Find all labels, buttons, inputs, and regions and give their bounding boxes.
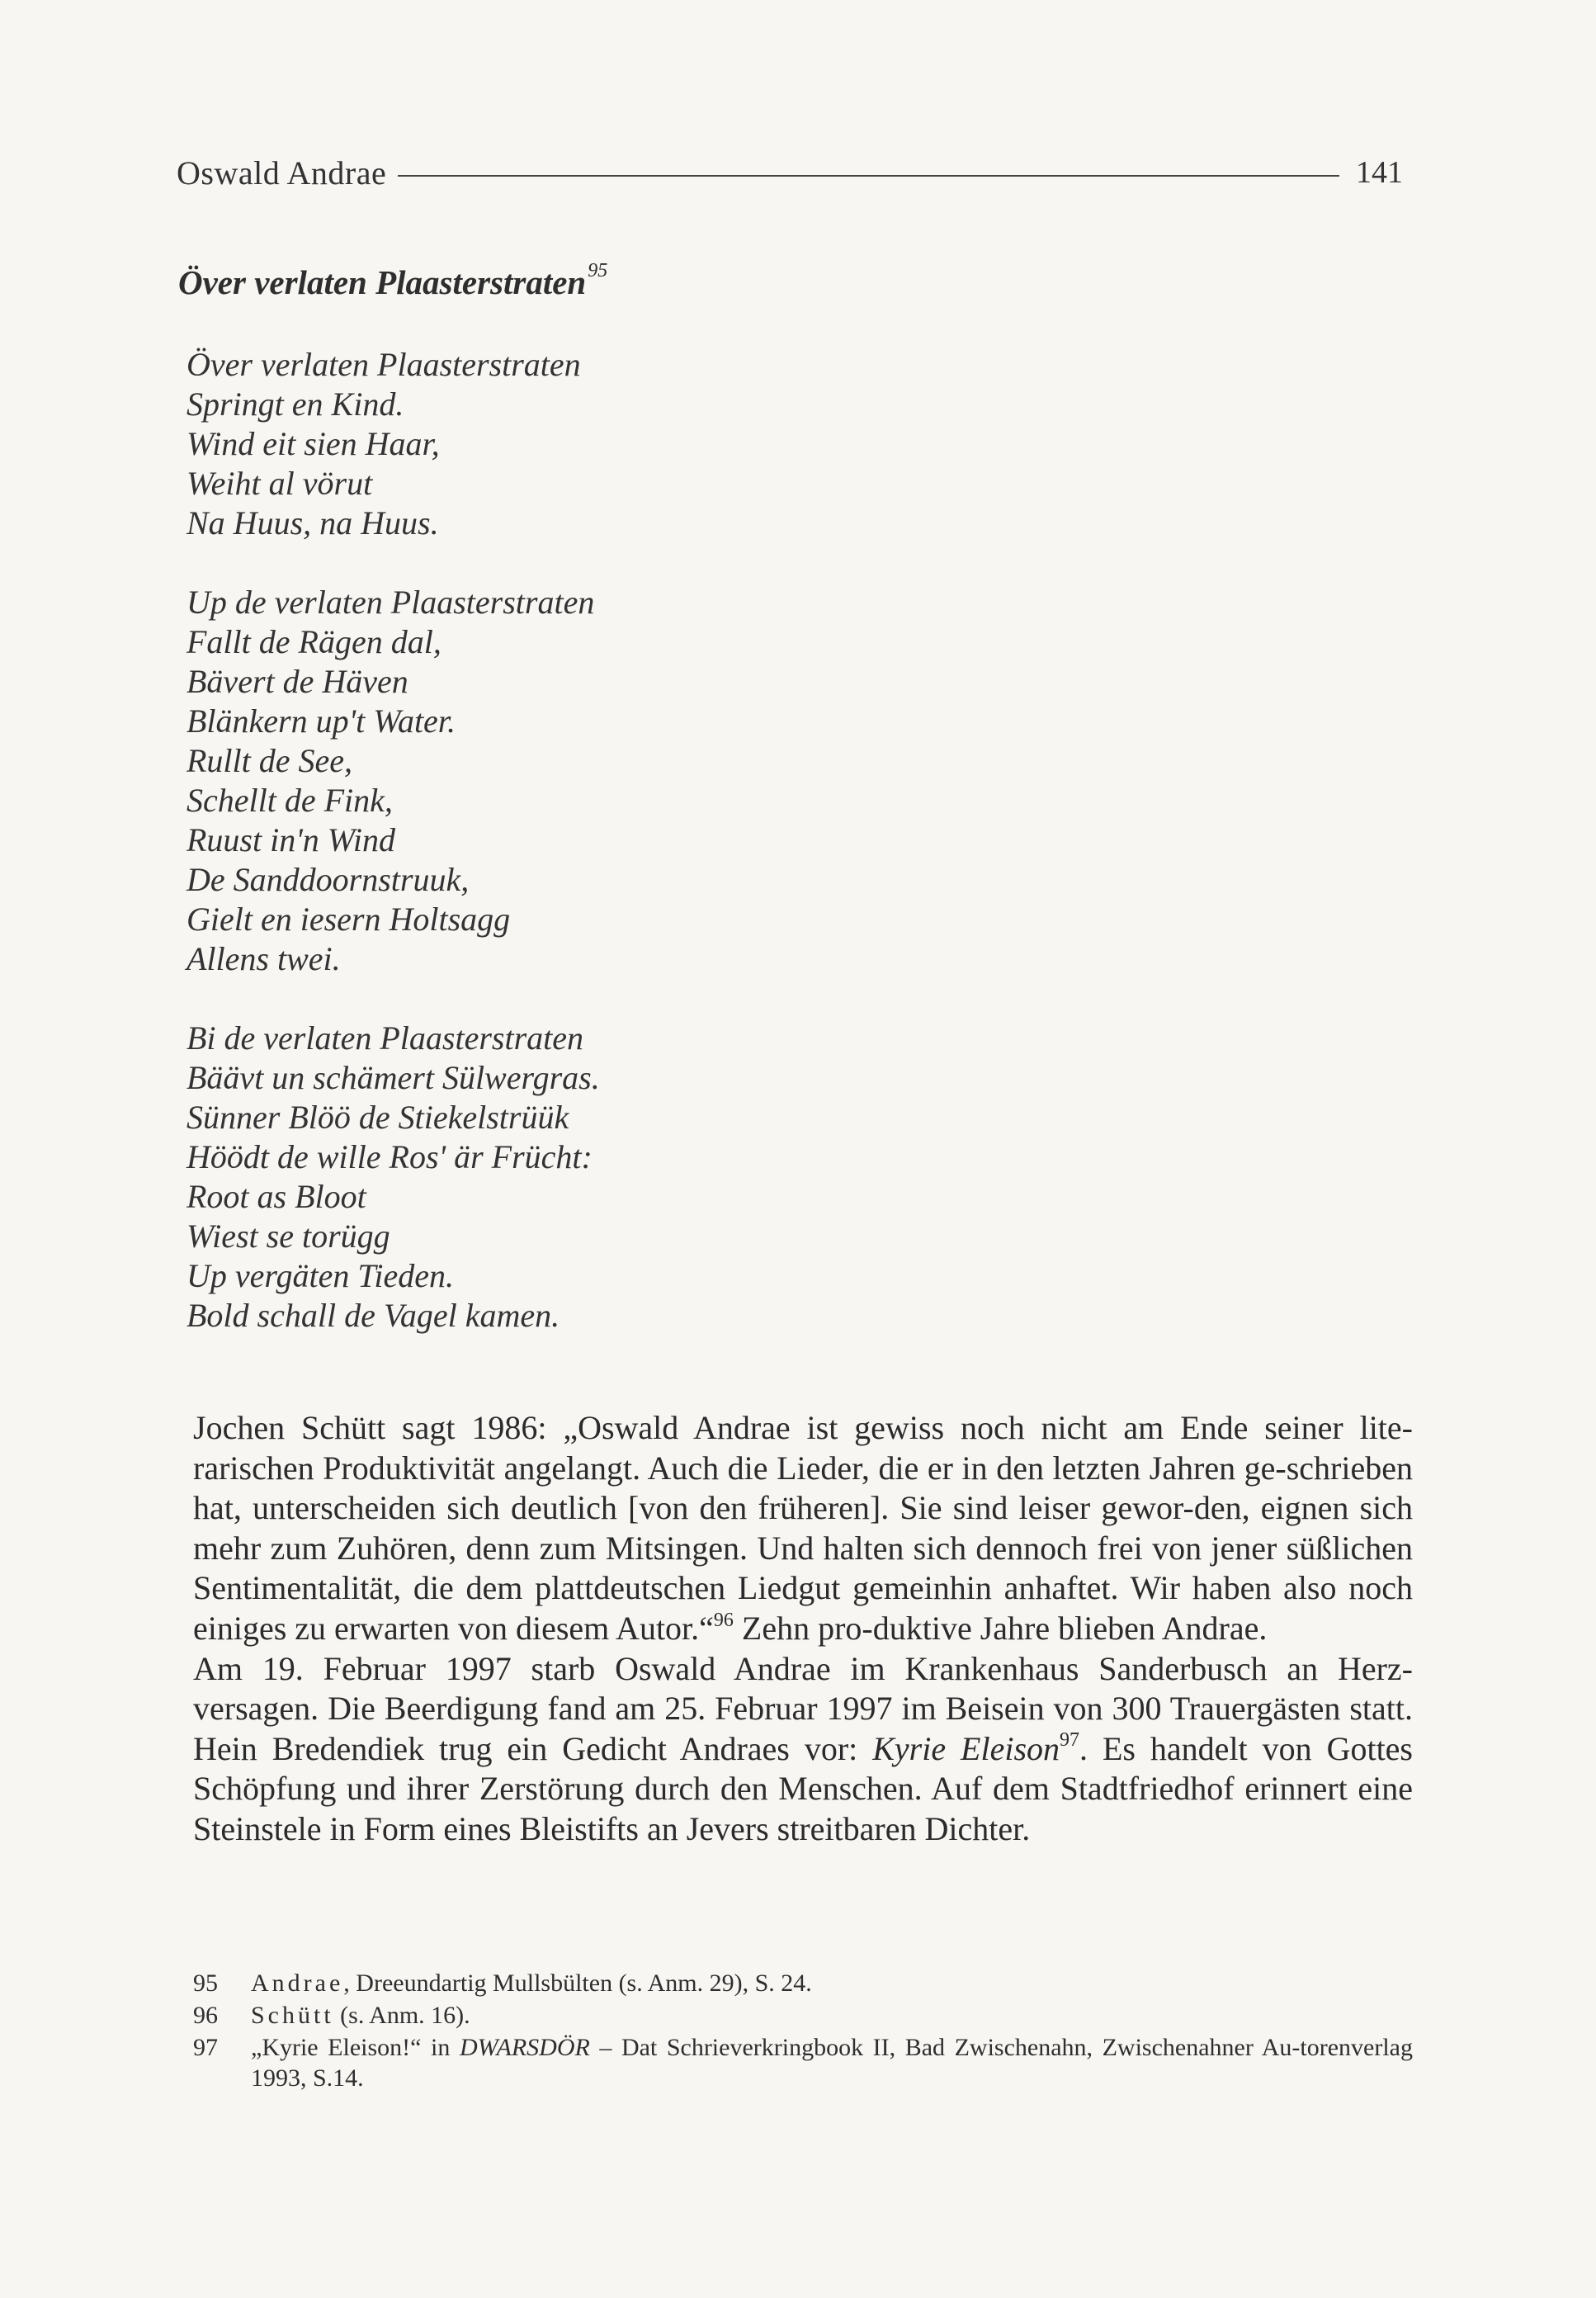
paragraph-2-tail: . Es handelt von Gottes Schöpfung und ihrer Zerstörung durch den Menschen. Auf dem Stadtfriedhof erinnert eine Steinstele in Form eines Bleistifts an Jevers streitbaren Dichter. xyxy=(193,1729,1414,1847)
footnote-text xyxy=(251,2000,1413,2031)
footnote-text xyxy=(251,1968,1413,1998)
running-head-author: Oswald Andrae xyxy=(177,154,387,192)
verse-line: Bävert de Häven xyxy=(187,663,408,700)
verse-line: Allens twei. xyxy=(187,940,341,977)
poem-title xyxy=(178,262,607,302)
footnote-citation: (s. Anm. 16). xyxy=(333,2002,470,2029)
page-number: 141 xyxy=(1356,155,1403,190)
poem-title-text: Över verlaten Plaasterstraten xyxy=(178,263,587,301)
footnote-author: Schütt xyxy=(251,2002,334,2029)
verse-line: Sünner Blöö de Stiekelstrüük xyxy=(187,1099,569,1136)
verse-line: Fallt de Rägen dal, xyxy=(187,623,441,660)
verse-line: Na Huus, na Huus. xyxy=(187,504,439,541)
verse-line: Ruust in'n Wind xyxy=(187,821,396,858)
stanza-1 xyxy=(187,345,600,543)
footnote-text xyxy=(251,2032,1413,2093)
verse-line: Root as Bloot xyxy=(187,1178,366,1215)
footnote-number: 97 xyxy=(193,2034,218,2061)
verse-line: Wiest se torügg xyxy=(187,1218,390,1255)
paragraph-2-text: Am 19. Februar 1997 starb Oswald Andrae im Krankenhaus Sanderbusch an Herz-versagen. Die Beerdigung fand am 25. Februar 1997 im Beisein von 300 Trauergästen statt. Hein Bredendiek trug ein Gedicht Andraes vor: xyxy=(193,1649,1413,1767)
footnotes xyxy=(193,1968,1413,2095)
footnote-95 xyxy=(193,1968,1413,1998)
verse-line: Rullt de See, xyxy=(187,742,353,779)
stanza-3 xyxy=(187,1019,600,1336)
verse-line: Blänkern up't Water. xyxy=(187,702,456,740)
footnote-96 xyxy=(193,2000,1413,2031)
footnote-number: 96 xyxy=(193,2002,218,2029)
verse-line: Bäävt un schämert Sülwergras. xyxy=(187,1059,600,1096)
footnote-anthology-title: DWARSDÖR xyxy=(459,2034,590,2061)
paragraph-2 xyxy=(193,1649,1413,1850)
verse-line: Gielt en iesern Holtsagg xyxy=(187,901,511,938)
verse-line: Up vergäten Tieden. xyxy=(187,1257,455,1294)
footnote-citation-start: „Kyrie Eleison!“ in xyxy=(251,2034,460,2061)
verse-line: Höödt de wille Ros' är Frücht: xyxy=(187,1138,593,1175)
verse-line: Bi de verlaten Plaasterstraten xyxy=(187,1019,584,1057)
footnote-author: Andrae xyxy=(251,1969,344,1997)
poem xyxy=(187,345,600,1336)
running-head-rule xyxy=(398,175,1339,177)
body-text xyxy=(193,1408,1413,1850)
running-head xyxy=(177,152,1403,193)
verse-line: Schellt de Fink, xyxy=(187,782,393,819)
paragraph-1 xyxy=(193,1408,1413,1649)
footnote-97 xyxy=(193,2032,1413,2093)
verse-line: De Sanddoornstruuk, xyxy=(187,861,470,898)
poem-reference-title: Kyrie Eleison xyxy=(872,1729,1060,1767)
footnote-citation: , Dreeundartig Mullsbülten (s. Anm. 29), S. 24. xyxy=(343,1969,812,1997)
footnote-ref-97: 97 xyxy=(1060,1729,1080,1752)
paragraph-1-text: Jochen Schütt sagt 1986: „Oswald Andrae ist gewiss noch nicht am Ende seiner lite-rarischen Produktivität angelangt. Auch die Lieder, die er in den letzten Jahren ge-schrieben hat, unterscheiden sich deutlich [von den früheren]. Sie sind leiser gewor-den, eignen sich mehr zum Zuhören, denn zum Mitsingen. Und halten sich dennoch frei von jener süßlichen Sentimentalität, die dem plattdeutschen Liedgut gemeinhin anhaftet. Wir haben also noch einiges zu erwarten von diesem Autor.“ xyxy=(193,1409,1413,1647)
footnote-ref-95: 95 xyxy=(588,260,608,282)
footnote-ref-96: 96 xyxy=(713,1609,734,1631)
footnote-citation-end: – Dat Schrieverkringbook II, Bad Zwischenahn, Zwischenahner Au-torenverlag 1993, S.14. xyxy=(251,2034,1413,2092)
stanza-2 xyxy=(187,583,600,979)
footnote-number: 95 xyxy=(193,1969,218,1997)
verse-line: Över verlaten Plaasterstraten xyxy=(187,346,581,383)
verse-line: Wind eit sien Haar, xyxy=(187,425,440,462)
verse-line: Weiht al vörut xyxy=(187,465,373,502)
paragraph-1-tail: Zehn pro-duktive Jahre blieben Andrae. xyxy=(733,1609,1268,1647)
verse-line: Up de verlaten Plaasterstraten xyxy=(187,584,595,621)
verse-line: Bold schall de Vagel kamen. xyxy=(187,1297,560,1334)
verse-line: Springt en Kind. xyxy=(187,385,404,423)
